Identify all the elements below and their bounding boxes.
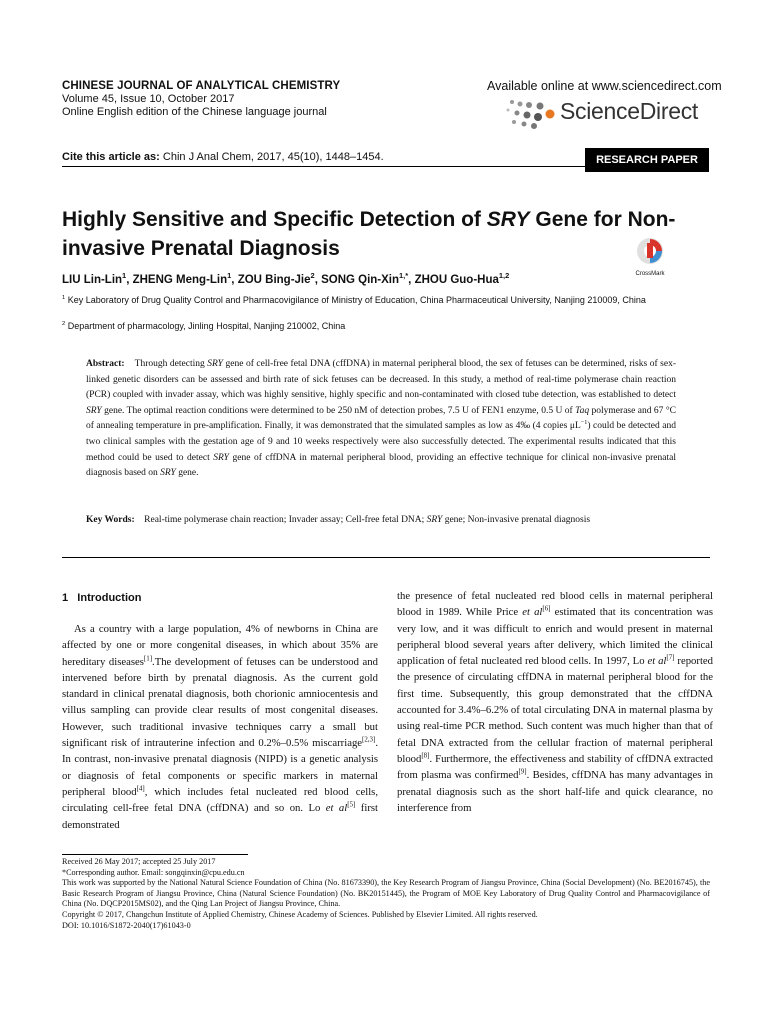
footnote-corresponding: *Corresponding author. Email: songqinxin@cpu.edu.cn — [62, 867, 245, 877]
affiliation-2: $^2$ Department of pharmacology, Jinling Hospital, Nanjing 210002, China — [62, 321, 346, 331]
crossmark-label: CrossMark — [635, 271, 665, 277]
journal-edition: Online English edition of the Chinese language journal — [62, 106, 327, 118]
cite-text: Chin J Anal Chem, 2017, 45(10), 1448–1454. — [162, 151, 384, 163]
sciencedirect-availability[interactable]: Available online at www.sciencedirect.com — [487, 79, 722, 93]
author: ZHOU Guo-Hua$^{1,2}$ — [414, 271, 510, 286]
cite-line — [62, 151, 384, 163]
author: ZHENG Meng-Lin$^1$ — [132, 271, 232, 286]
intro-left-column: As a country with a large population, 4% of newborns in China are affected by one or more congenital diseases, in which about 35% are hereditary diseases[1].The development of fetuses can be understood and intervened before birth by prenatal diagnosis. As the current gold standard in clinical prenatal diagnosis, both chorionic amniocentesis and villus sampling can provide clear results of most congenital diseases. However, such traditional invasive techniques carry a small but significant risk of intrauterine infection and 0.2%–0.5% miscarriage[2,3]. In contrast, non-invasive prenatal diagnosis (NIPD) is a genetic analysis or diagnosis of fetal components or specific markers in maternal peripheral blood[4], which includes fetal nucleated red blood cells, circulating cell-free fetal DNA (cffDNA) and so on. Lo et al[5] first demonstrated — [62, 623, 379, 831]
sciencedirect-logo-icon — [502, 96, 560, 130]
author: LIU Lin-Lin$^1$ — [62, 271, 127, 286]
affiliation-1: $^1$ Key Laboratory of Drug Quality Control and Pharmacovigilance of Ministry of Education, China Pharmaceutical University, Nanjing 210009, China — [62, 295, 646, 305]
journal-volume: Volume 45, Issue 10, October 2017 — [62, 93, 235, 105]
intro-right-column: the presence of fetal nucleated red blood cells in maternal peripheral blood in 1989. While Price et al[6] estimated that its concentration was very low, and it was difficult to enrich and would present in maternal peripheral blood several years after delivery, which limited the clinical application of fetal nucleated red blood cells. In 1997, Lo et al[7] reported the presence of circulating cffDNA in maternal peripheral blood for the first time. Subsequently, this group demonstrated that the cffDNA accounted for 3.4%–6.2% of total circulating DNA in maternal plasma by using real-time PCR method. Such content was much higher than that of fetal DNA extracted from the cellular fraction of maternal peripheral blood[8]. Furthermore, the effectiveness and stability of cffDNA extracted from plasma was confirmed[9]. Besides, cffDNA has many advantages in prenatal diagnosis such as the short half-life and quick clearance, no interference from — [397, 590, 714, 814]
keywords: Key Words: Real-time polymerase chain reaction; Invader assay; Cell-free fetal DNA; SRY gene; Non-invasive prenatal diagnosis — [86, 515, 591, 525]
keywords-label: Key Words: — [86, 515, 135, 525]
title-part2: Gene for Non-invasive Prenatal Diagnosis — [62, 208, 676, 260]
cite-label: Cite this article as: — [62, 151, 160, 163]
research-paper-badge: RESEARCH PAPER — [585, 148, 709, 172]
footnote-received: Received 26 May 2017; accepted 25 July 2017 — [62, 857, 216, 866]
author: ZOU Bing-Jie$^2$ — [237, 271, 315, 286]
title-italic: SRY — [486, 208, 530, 231]
abstract: Abstract: Through detecting SRY gene of cell-free fetal DNA (cffDNA) in maternal peripheral blood, the sex of fetuses can be determined, risks of sex-linked genetic disorders can be assessed and birth rate of sick fetuses can be decreased. In this study, a method of real-time polymerase chain reaction (PCR) coupled with invader assay, which was highly sensitive, highly specific and non-contaminated with closed tube detection, was established to detect SRY gene. The optimal reaction conditions were determined to be 250 nM of detection probes, 7.5 U of FEN1 enzyme, 0.5 U of Taq polymerase and 67 °C of annealing temperature in pre-amplification. Finally, it was demonstrated that the simulated samples as low as 4‰ (4 copies $\mu L^{-1}$) could be detected and two clinical samples with the gestation age of 9 and 10 weeks respectively were also successfully detected. The experimental results indicated that this method could be used to detect SRY gene of cffDNA in maternal peripheral blood, providing an effective technique for clinical non-invasive prenatal diagnosis based on SRY gene. — [86, 359, 676, 479]
footnote-funding: This work was supported by the National Natural Science Foundation of China (No. 81673390), the Key Research Program of Jiangsu Province, China (Social Development) (No. BE2016745), the Basic Research Program of Jiangsu Province, China (Natural Science Foundation) (No. BK20151445), the Program of MOE Key Laboratory of Drug Quality Control and Pharmacovigilance of China (No. DQCP2015MS02), and the Qing Lan Project of Jiangsu Province, China. — [62, 878, 710, 909]
footnotes — [62, 857, 710, 931]
authors-line: LIU Lin-Lin$^1$, ZHENG Meng-Lin$^1$, ZOU Bing-Jie$^2$, SONG Qin-Xin$^{1,*}$, ZHOU Guo-Hua$^{1,2}$ — [62, 271, 510, 286]
header-rule — [62, 166, 585, 167]
sciencedirect-wordmark: ScienceDirect — [560, 98, 698, 124]
author: SONG Qin-Xin$^{1,*}$ — [321, 271, 409, 286]
journal-name: CHINESE JOURNAL OF ANALYTICAL CHEMISTRY — [62, 80, 341, 92]
abstract-rule — [62, 557, 710, 558]
footnote-doi[interactable]: DOI: 10.1016/S1872-2040(17)61043-0 — [62, 920, 191, 930]
section-heading: 1 Introduction — [62, 592, 142, 604]
paper-title — [62, 205, 702, 263]
footnote-rule — [62, 854, 248, 855]
crossmark-icon — [634, 236, 666, 266]
abstract-label: Abstract: — [86, 359, 125, 369]
crossmark-button[interactable] — [634, 236, 666, 277]
title-part1: Highly Sensitive and Specific Detection of — [62, 208, 487, 231]
footnote-copyright: Copyright © 2017, Changchun Institute of Applied Chemistry, Chinese Academy of Sciences. Published by Elsevier Limited. All rights reserved. — [62, 909, 538, 919]
